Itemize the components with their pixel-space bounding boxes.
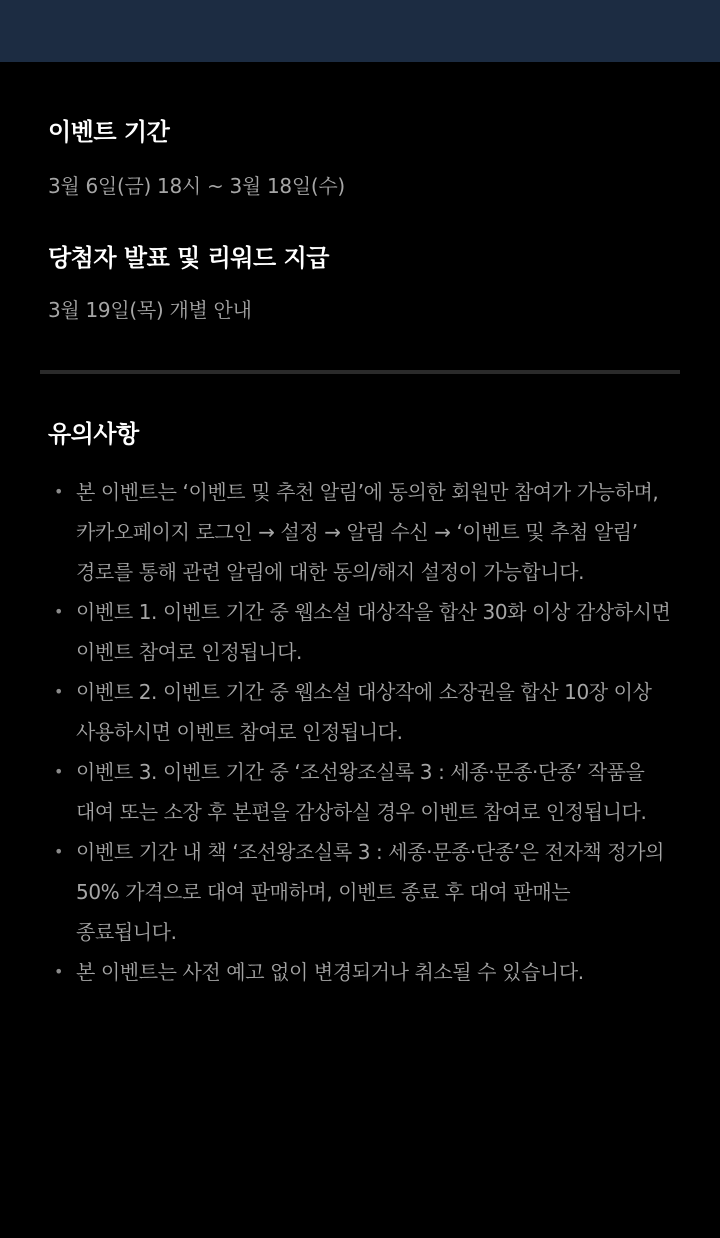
notice-section <box>40 418 680 992</box>
event-period-section <box>40 116 680 324</box>
notice-item-text: 이벤트 3. 이벤트 기간 중 ‘조선왕조실록 3 : 세종·문종·단종’ 작품을 대여 또는 소장 후 본편을 감상하실 경우 이벤트 참여로 인정됩니다. <box>76 760 647 824</box>
event-info-content <box>0 116 720 992</box>
notice-item <box>48 952 672 992</box>
bullet-icon: • <box>54 482 64 501</box>
top-bar <box>0 0 720 62</box>
notice-item-text: 이벤트 1. 이벤트 기간 중 웹소설 대상작을 합산 30화 이상 감상하시면 이벤트 참여로 인정됩니다. <box>76 600 671 664</box>
bullet-icon: • <box>54 842 64 861</box>
notice-item <box>48 752 672 832</box>
notice-item-text: 본 이벤트는 사전 예고 없이 변경되거나 취소될 수 있습니다. <box>76 960 584 984</box>
notice-title: 유의사항 <box>48 420 139 448</box>
event-period-title: 이벤트 기간 <box>48 118 170 146</box>
notice-item-text: 이벤트 기간 내 책 ‘조선왕조실록 3 : 세종·문종·단종’은 전자책 정가의 50% 가격으로 대여 판매하며, 이벤트 종료 후 대여 판매는 종료됩니다. <box>76 840 665 944</box>
winner-announcement-title: 당첨자 발표 및 리워드 지급 <box>48 244 329 272</box>
section-divider <box>40 370 680 374</box>
winner-announcement-value: 3월 19일(목) 개별 안내 <box>48 298 252 322</box>
bullet-icon: • <box>54 682 64 701</box>
notice-item <box>48 672 672 752</box>
bullet-icon: • <box>54 762 64 781</box>
notice-item-text: 본 이벤트는 ‘이벤트 및 추천 알림’에 동의한 회원만 참여가 가능하며, 카카오페이지 로그인 → 설정 → 알림 수신 → ‘이벤트 및 추첨 알림’ 경로를 통해 관련 알림에 대한 동의/해지 설정이 가능합니다. <box>76 480 659 584</box>
notice-item <box>48 472 672 592</box>
event-period-value: 3월 6일(금) 18시 ~ 3월 18일(수) <box>48 174 345 198</box>
bullet-icon: • <box>54 602 64 621</box>
notice-item <box>48 832 672 952</box>
notice-list <box>48 472 672 992</box>
notice-item <box>48 592 672 672</box>
bullet-icon: • <box>54 962 64 981</box>
notice-item-text: 이벤트 2. 이벤트 기간 중 웹소설 대상작에 소장권을 합산 10장 이상 사용하시면 이벤트 참여로 인정됩니다. <box>76 680 652 744</box>
